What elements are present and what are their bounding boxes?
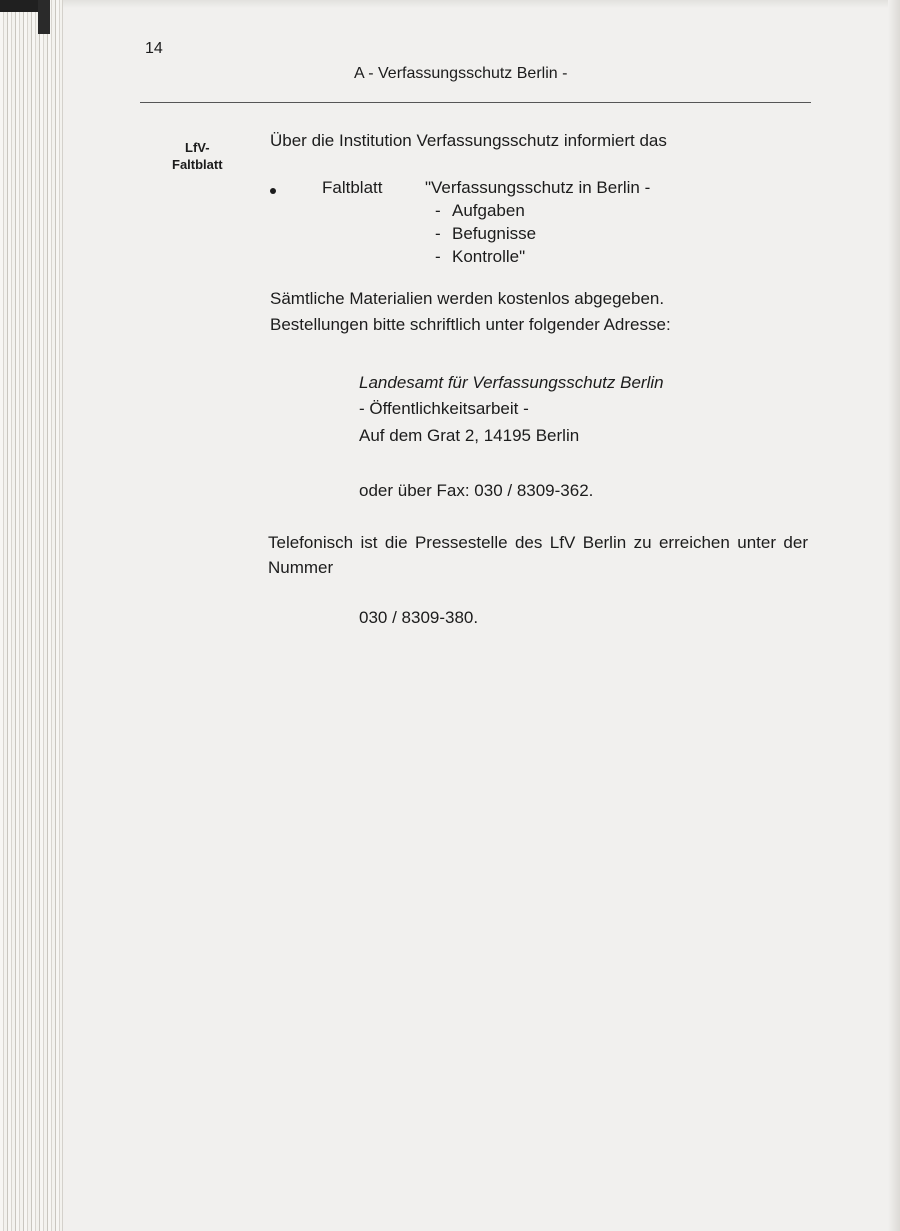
- page-number: 14: [145, 40, 163, 57]
- page-shadow: [0, 0, 900, 8]
- address-street: Auf dem Grat 2, 14195 Berlin: [359, 426, 580, 445]
- subitem-aufgaben: Aufgaben: [452, 201, 525, 220]
- running-header: A - Verfassungsschutz Berlin -: [354, 65, 568, 82]
- page-binding-edge: [0, 0, 63, 1231]
- list-item-label: Faltblatt: [322, 178, 383, 197]
- subitem-befugnisse: Befugnisse: [452, 224, 537, 243]
- page-right-edge: [888, 0, 900, 1231]
- subitem-dash: -: [435, 201, 441, 220]
- header-rule: [140, 102, 811, 103]
- binding-corner-stub: [38, 0, 50, 34]
- intro-paragraph: Über die Institution Verfassungsschutz informiert das: [270, 131, 667, 150]
- phone-paragraph: Telefonisch ist die Pressestelle des LfV Berlin zu erreichen unter der Nummer: [268, 533, 808, 577]
- fax-number: oder über Fax: 030 / 8309-362.: [359, 481, 594, 500]
- list-item-title: "Verfassungsschutz in Berlin -: [425, 178, 651, 197]
- margin-note-line-2: Faltblatt: [172, 157, 223, 172]
- margin-note: [172, 139, 223, 173]
- materials-paragraph: Sämtliche Materialien werden kostenlos abgegeben.: [270, 289, 665, 308]
- subitem-dash: -: [435, 224, 441, 243]
- subitem-kontrolle: Kontrolle": [452, 247, 526, 266]
- subitem-dash: -: [435, 247, 441, 266]
- phone-number: 030 / 8309-380.: [359, 608, 479, 627]
- margin-note-line-1: LfV-: [185, 140, 210, 155]
- bullet-icon: [270, 188, 276, 194]
- order-paragraph: Bestellungen bitte schriftlich unter folgender Adresse:: [270, 315, 671, 334]
- address-organization: Landesamt für Verfassungsschutz Berlin: [359, 373, 664, 392]
- address-department: - Öffentlichkeitsarbeit -: [359, 399, 529, 418]
